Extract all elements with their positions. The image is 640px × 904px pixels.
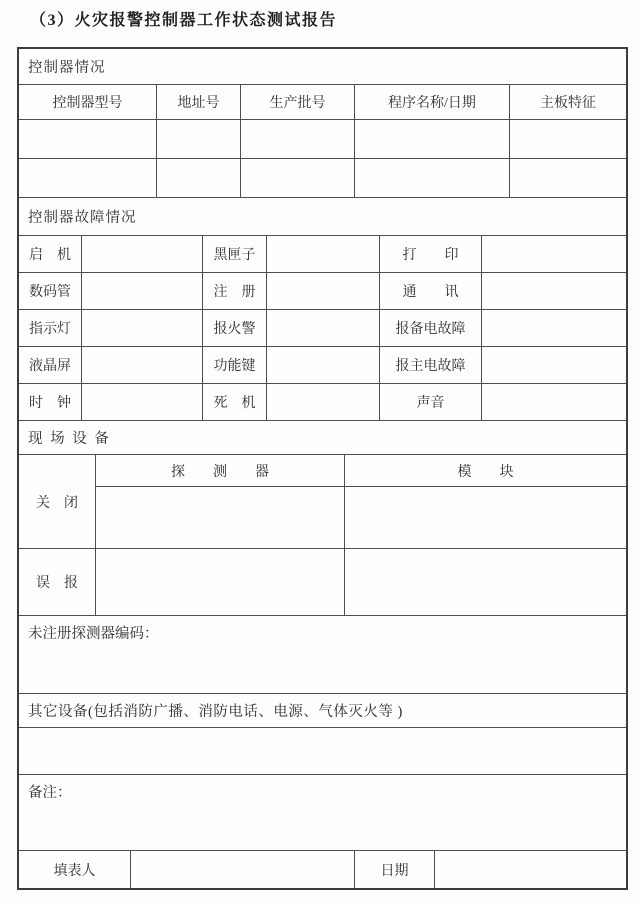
table-cell: [266, 310, 379, 346]
unregistered-detectors-row: [19, 615, 626, 693]
table-cell: [354, 159, 509, 197]
table-cell: [344, 486, 626, 548]
table-cell: [266, 384, 379, 420]
fault-label-clock: 时 钟: [29, 396, 71, 411]
controller-fault-section-row: [19, 197, 626, 235]
fault-label-function-key: 功能键: [202, 347, 266, 383]
table-cell: [509, 159, 626, 197]
controller-info-header-row: [19, 84, 626, 119]
controller-info-section-title: 控制器情况: [28, 60, 106, 76]
column-header-production-batch: 生产批号: [240, 85, 354, 119]
table-cell: [266, 273, 379, 309]
fault-label-main-power-fault: 报主电故障: [379, 347, 481, 383]
table-cell: [19, 728, 626, 774]
fault-label-sound: 声音: [379, 384, 481, 420]
remarks-label: 备注：: [28, 785, 72, 801]
table-cell: [266, 236, 379, 272]
fault-row: [19, 346, 626, 383]
footer-row: [19, 850, 626, 888]
table-cell: [344, 548, 626, 615]
test-report-table: [17, 47, 628, 890]
date-label: 日期: [354, 851, 434, 888]
form-filler-value-cell: [130, 851, 354, 888]
fault-row: [19, 383, 626, 420]
fault-label-backup-power-fault: 报备电故障: [379, 310, 481, 346]
fault-row: [19, 309, 626, 346]
fault-label-black-box: 黑匣子: [202, 236, 266, 272]
field-devices-grid: [19, 454, 626, 615]
field-devices-section-title: 现 场 设 备: [28, 431, 111, 447]
table-cell: [481, 347, 626, 383]
table-cell: [81, 384, 202, 420]
table-cell: [81, 273, 202, 309]
column-header-detector: 探 测 器: [95, 455, 344, 486]
table-cell: [95, 486, 344, 548]
table-cell: [481, 310, 626, 346]
table-cell: [481, 384, 626, 420]
fault-label-digital-tube: 数码管: [29, 285, 71, 300]
fault-label-print: 打 印: [379, 236, 481, 272]
fault-row: [19, 272, 626, 309]
table-cell: [156, 120, 240, 158]
fault-label-startup: 启 机: [29, 248, 71, 263]
column-header-address-number: 地址号: [156, 85, 240, 119]
fault-label-register: 注 册: [202, 273, 266, 309]
controller-info-section-row: [19, 49, 626, 84]
table-cell: [240, 120, 354, 158]
fault-label-lcd-screen: 液晶屏: [29, 359, 71, 374]
date-value-cell: [434, 851, 626, 888]
field-devices-section-row: [19, 420, 626, 454]
table-cell: [354, 120, 509, 158]
controller-fault-section-title: 控制器故障情况: [28, 210, 137, 226]
table-cell: [156, 159, 240, 197]
controller-info-data-row: [19, 158, 626, 197]
remarks-row: [19, 774, 626, 850]
table-cell: [240, 159, 354, 197]
fault-label-fire-alarm: 报火警: [202, 310, 266, 346]
column-header-program-name-date: 程序名称/日期: [354, 85, 509, 119]
table-cell: [95, 548, 344, 615]
page-title: （3）火灾报警控制器工作状态测试报告: [30, 12, 338, 29]
table-cell: [481, 236, 626, 272]
unregistered-detectors-label: 未注册探测器编码：: [28, 626, 159, 642]
other-equipment-row: [19, 693, 626, 727]
table-cell: [19, 159, 156, 197]
form-filler-label: 填表人: [53, 863, 96, 879]
table-cell: [509, 120, 626, 158]
other-equipment-blank-row: [19, 727, 626, 774]
table-cell: [81, 347, 202, 383]
table-cell: [481, 273, 626, 309]
fault-row: [19, 235, 626, 272]
row-label-closed: 关 闭: [36, 495, 78, 511]
table-cell: [19, 120, 156, 158]
table-cell: [81, 236, 202, 272]
fault-label-communication: 通 讯: [379, 273, 481, 309]
fault-label-crash: 死 机: [202, 384, 266, 420]
table-cell: [266, 347, 379, 383]
column-header-module: 模 块: [344, 455, 626, 486]
column-header-mainboard-feature: 主板特征: [509, 85, 626, 119]
controller-info-data-row: [19, 119, 626, 158]
row-label-false-alarm: 误 报: [19, 548, 95, 615]
table-cell: [81, 310, 202, 346]
other-equipment-label: 其它设备(包括消防广播、消防电话、电源、气体灭火等 ): [28, 704, 403, 720]
column-header-controller-model: 控制器型号: [52, 96, 123, 111]
fault-label-indicator-light: 指示灯: [29, 322, 71, 337]
